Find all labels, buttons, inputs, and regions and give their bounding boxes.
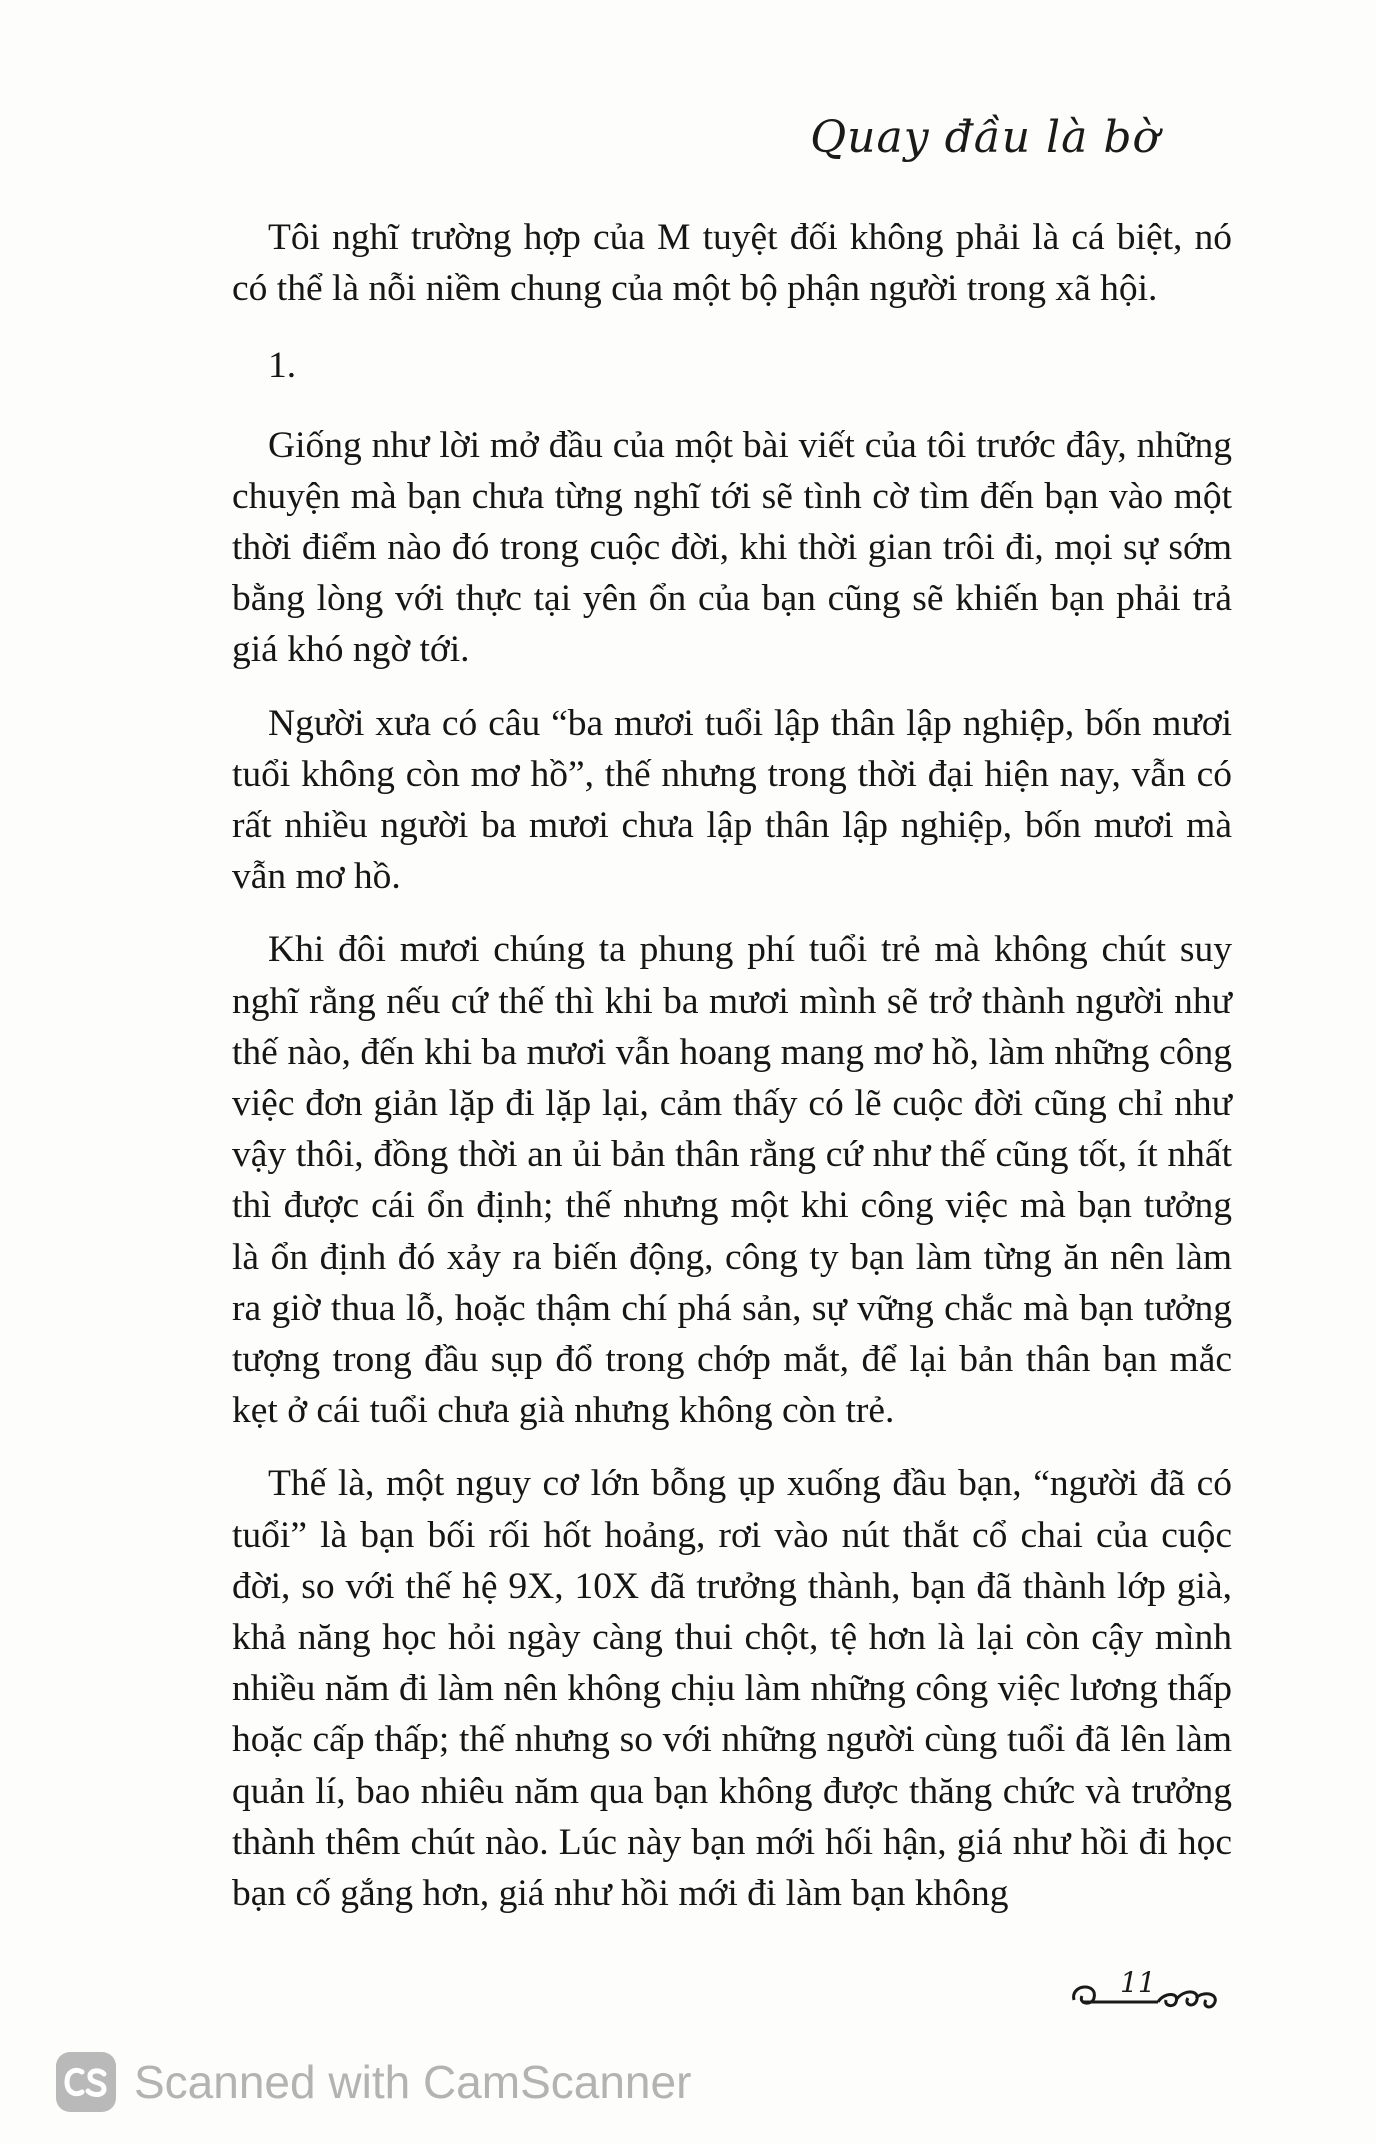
section-number: 1.	[268, 345, 297, 387]
running-header-title: Quay đầu là bờ	[810, 112, 1160, 163]
body-paragraph-3: Khi đôi mươi chúng ta phung phí tuổi trẻ mà không chút suy nghĩ rằng nếu cứ thế thì khi ba mươi mình sẽ trở thành người như thế nào, đến khi ba mươi vẫn hoang mang mơ hồ, làm những công việc đơn giản lặp đi lặp lại, cảm thấy có lẽ cuộc đời cũng chỉ như vậy thôi, đồng thời an ủi bản thân rằng cứ như thế cũng tốt, ít nhất thì được cái ổn định; thế nhưng một khi công việc mà bạn tưởng là ổn định đó xảy ra biến động, công ty bạn làm từng ăn nên làm ra giờ thua lỗ, hoặc thậm chí phá sản, sự vững chắc mà bạn tưởng tượng trong đầu sụp đổ trong chớp mắt, để lại bản thân bạn mắc kẹt ở cái tuổi chưa già nhưng không còn trẻ.	[232, 929, 1232, 1432]
body-paragraph-2: Người xưa có câu “ba mươi tuổi lập thân lập nghiệp, bốn mươi tuổi không còn mơ hồ”, thế nhưng trong thời đại hiện nay, vẫn có rất nhiều người ba mươi chưa lập thân lập nghiệp, bốn mươi mà vẫn mơ hồ.	[232, 702, 1232, 898]
page-number: 11	[1120, 1966, 1156, 1999]
page-content	[232, 212, 1232, 1941]
body-paragraph-4: Thế là, một nguy cơ lớn bỗng ụp xuống đầu bạn, “người đã có tuổi” là bạn bối rối hốt hoảng, rơi vào nút thắt cổ chai của cuộc đời, so với thế hệ 9X, 10X đã trưởng thành, bạn đã thành lớp già, khả năng học hỏi ngày càng thui chột, tệ hơn là lại còn cậy mình nhiều năm đi làm nên không chịu làm những công việc lương thấp hoặc cấp thấp; thế nhưng so với những người cùng tuổi đã lên làm quản lí, bao nhiêu năm qua bạn không được thăng chức và trưởng thành thêm chút nào. Lúc này bạn mới hối hận, giá như hồi đi học bạn cố gắng hơn, giá như hồi mới đi làm bạn không	[232, 1463, 1232, 1915]
page-footer	[1068, 1966, 1238, 2010]
body-paragraph-1: Giống như lời mở đầu của một bài viết của tôi trước đây, những chuyện mà bạn chưa từng nghĩ tới sẽ tình cờ tìm đến bạn vào một thời điểm nào đó trong cuộc đời, khi thời gian trôi đi, mọi sự sớm bằng lòng với thực tại yên ổn của bạn cũng sẽ khiến bạn phải trả giá khó ngờ tới.	[232, 424, 1232, 671]
camscanner-logo-icon	[56, 2052, 116, 2112]
intro-paragraph: Tôi nghĩ trường hợp của M tuyệt đối không phải là cá biệt, nó có thể là nỗi niềm chung của một bộ phận người trong xã hội.	[232, 217, 1232, 310]
watermark-text: Scanned with CamScanner	[134, 2056, 692, 2108]
cs-logo-letters-icon	[62, 2062, 110, 2102]
camscanner-watermark	[56, 2050, 691, 2114]
